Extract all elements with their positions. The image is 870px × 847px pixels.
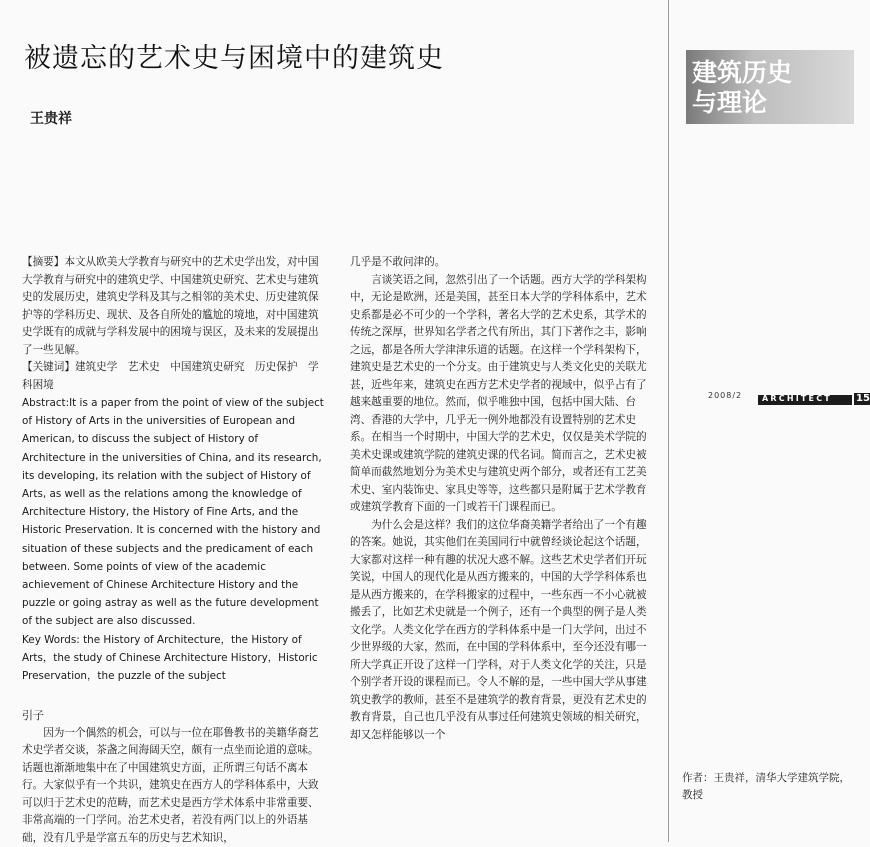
- left-column: [22, 254, 324, 847]
- magazine-bar: [758, 395, 852, 405]
- author-note: 作者：王贵祥，清华大学建筑学院，教授: [682, 772, 850, 801]
- page-number: 15: [856, 393, 870, 404]
- section-banner-line1: 建筑历史: [692, 58, 793, 87]
- issue-date: 2008/2: [708, 391, 743, 400]
- keywords-en: Key Words: the History of Architecture，the History of Arts，the study of Chinese Architecture History，Historic Preservation，the puzzle of the subject: [22, 633, 318, 683]
- section-banner-line2: 与理论: [692, 88, 768, 117]
- author-name: 王贵祥: [30, 111, 72, 127]
- keywords-cn: 【关键词】建筑史学 艺术史 中国建筑史研究 历史保护 学科困境: [22, 361, 319, 391]
- magazine-name: ARCHITECT: [762, 394, 832, 403]
- article-title: 被遗忘的艺术史与困境中的建筑史: [24, 43, 444, 74]
- abstract-cn: 【摘要】本文从欧美大学教育与研究中的艺术史学出发，对中国大学教育与研究中的建筑史学、中国建筑史研究、艺术史与建筑史的发展历史，建筑史学科及其与之相邻的美术史、历史建筑保护等的学科历史、现状、及各自所处的尴尬的境地，对中国建筑史学既有的成就与学科发展中的困境与误区，及未来的发展提出了一些见解。: [22, 256, 319, 356]
- section-banner: [686, 50, 854, 124]
- intro-heading: 引子: [22, 709, 44, 723]
- paragraph-continued: 几乎是不敢问津的。: [350, 256, 446, 268]
- paragraph-2: 为什么会是这样？我们的这位华裔美籍学者给出了一个有趣的答案。她说，其实他们在美国同行中就曾经谈论起这个话题，大家都对这样一种有趣的状况大惑不解。这些艺术史学者们开玩笑说，中国人的现代化是从西方搬来的，中国的大学学科体系也是从西方搬来的，在学科搬家的过程中，一些东西一不小心就被搬丢了，比如艺术史就是一个例子，还有一个典型的例子是人类文化学。人类文化学在西方的学科体系中是一门大学问，出过不少世界级的大家，然而，在中国的学科体系中，至今还没有哪一所大学真正开设了这样一门学科，对于人类文化学的关注，只是个别学者开设的课程而已。令人不解的是，一些中国大学从事建筑史教学的教师，甚至不是建筑学的教育背景，更没有艺术史的教育背景，自己也几乎没有从事过任何建筑史领域的相关研究，却又怎样能够以一个: [350, 518, 647, 741]
- abstract-en: Abstract:It is a paper from the point of view of the subject of History of Arts in the universities of European and American, to discuss the subject of History of Architecture in the universities of China, and its research, its developing, its relation with the subject of History of Arts, as well as the relations among the knowledge of Architecture History, the History of Fine Arts, and the Historic Preservation. It is concerned with the history and situation of these subjects and the predicament of each between. Some points of view of the academic achievement of Chinese Architecture History and the puzzle or going astray as well as the future development of the subject are also discussed.: [22, 397, 324, 628]
- paragraph-1: 言谈笑语之间，忽然引出了一个话题。西方大学的学科架构中，无论是欧洲，还是美国，甚至日本大学的学科体系中，艺术史系都是必不可少的一个学科，著名大学的艺术史系，其学术的传统之深厚，世界知名学者之代有所出，其门下著作之丰，影响之远，都是各所大学津津乐道的话题。在这样一个学科架构下，建筑史是艺术史的一个分支。由于建筑史与人类文化史的关联尤甚，近些年来，建筑史在西方艺术史学者的视域中，似乎占有了越来越重要的地位。然而，似乎唯独中国，包括中国大陆、台湾、香港的大学中，几乎无一例外地都没有设置特别的艺术史系。在相当一个时期中，中国大学的艺术史，仅仅是美术学院的美术史课或建筑学院的建筑史课的代名词。简而言之，艺术史被简单而截然地划分为美术史与建筑史两个部分，或者还有工艺美术史、室内装饰史、家具史等等，这些都只是附属于艺术学教育或建筑学教育下面的一门或若干门课程而已。: [350, 273, 647, 513]
- issue-strip: [708, 391, 870, 407]
- middle-column: [350, 254, 656, 744]
- column-divider: [668, 0, 669, 842]
- intro-paragraph: 因为一个偶然的机会，可以与一位在耶鲁教书的美籍华裔艺术史学者交谈，茶盏之间海阔天空，颇有一点坐而论道的意味。话题也渐渐地集中在了中国建筑史方面，正所谓三句话不离本行。大家似乎有一个共识，建筑史在西方人的学科体系中，大致可以归于艺术史的范畴，而艺术史是西方学术体系中非常重要、非常高端的一门学问。治艺术史者，若没有两门以上的外语基础，没有几乎是学富五车的历史与艺术知识，: [22, 726, 319, 844]
